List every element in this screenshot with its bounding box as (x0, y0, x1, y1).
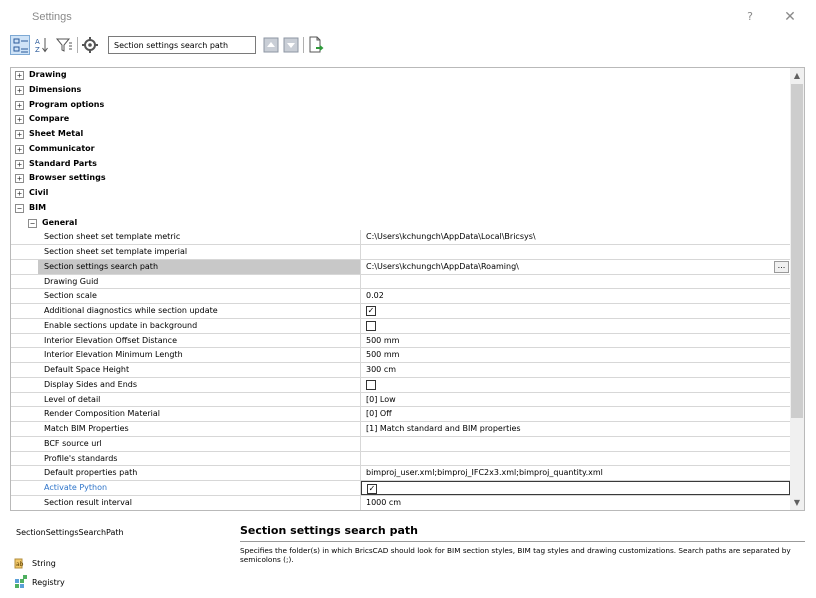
storage-label: Registry (32, 577, 65, 587)
property-name[interactable]: Section settings search path (38, 260, 361, 274)
property-value[interactable] (361, 481, 790, 495)
property-row[interactable] (11, 437, 790, 452)
details-divider (240, 541, 805, 542)
property-value[interactable] (361, 245, 790, 259)
property-row[interactable] (11, 481, 790, 496)
property-row[interactable] (11, 334, 790, 349)
tree-category-label: Program options (29, 99, 105, 109)
property-value[interactable]: [0] Low (366, 394, 396, 404)
tree-category-label: Standard Parts (29, 158, 97, 168)
property-row[interactable] (11, 289, 790, 304)
property-row[interactable] (11, 393, 790, 408)
property-row[interactable] (11, 275, 790, 290)
close-button[interactable]: ✕ (784, 9, 796, 25)
property-row[interactable] (11, 466, 790, 481)
scroll-up-arrow[interactable]: ▲ (793, 71, 801, 80)
export-button[interactable] (306, 35, 326, 55)
property-name[interactable]: Drawing Guid (38, 275, 361, 289)
expand-toggle-icon[interactable]: + (15, 189, 24, 198)
expand-toggle-icon[interactable]: + (15, 101, 24, 110)
property-value[interactable]: [0] Off (366, 409, 392, 419)
property-row[interactable] (11, 422, 790, 437)
collapse-toggle-icon[interactable]: − (28, 219, 37, 228)
property-row[interactable] (11, 348, 790, 363)
property-name[interactable]: Match BIM Properties (38, 422, 361, 436)
property-row[interactable] (11, 245, 790, 260)
property-value[interactable]: 500 mm (366, 335, 400, 345)
property-checkbox[interactable]: ✓ (368, 484, 376, 493)
details-heading: Section settings search path (240, 524, 418, 537)
property-name[interactable]: Display Sides and Ends (38, 378, 361, 392)
title-bar (0, 0, 816, 34)
property-name[interactable]: BCF source url (38, 437, 361, 451)
property-row[interactable] (11, 319, 790, 334)
settings-tree (10, 67, 805, 511)
tree-category-row[interactable] (11, 142, 790, 157)
property-name[interactable]: Default Space Height (38, 363, 361, 377)
scroll-down-arrow[interactable]: ▼ (793, 498, 801, 507)
alphabetical-sort-button[interactable] (32, 35, 52, 55)
property-row[interactable] (11, 230, 790, 245)
property-value[interactable] (361, 452, 790, 466)
expand-toggle-icon[interactable]: + (15, 160, 24, 169)
svg-text:A: A (35, 38, 40, 46)
property-name[interactable]: Section result interval (38, 496, 361, 510)
property-checkbox[interactable] (366, 321, 376, 331)
property-name[interactable]: Section sheet set template metric (38, 230, 361, 244)
tree-category-row[interactable] (11, 68, 790, 83)
tree-category-label: Dimensions (29, 84, 82, 94)
categorized-view-button[interactable] (10, 35, 30, 55)
arrow-down-icon (281, 35, 301, 55)
property-name[interactable]: Render Composition Material (38, 407, 361, 421)
details-panel (0, 516, 816, 598)
property-row[interactable] (11, 363, 790, 378)
tree-category-row[interactable] (11, 201, 790, 216)
property-name[interactable]: Activate Python (38, 481, 361, 495)
property-name[interactable]: Interior Elevation Offset Distance (38, 334, 361, 348)
svg-text:Z: Z (35, 46, 40, 54)
expand-toggle-icon[interactable]: + (15, 115, 24, 124)
registry-icon (14, 575, 28, 589)
tree-category-row[interactable] (11, 171, 790, 186)
tree-category-label: Communicator (29, 143, 95, 153)
tree-category-label: Civil (29, 188, 49, 197)
property-value[interactable] (361, 275, 790, 289)
tree-category-label: Sheet Metal (29, 129, 84, 138)
property-name[interactable]: Default properties path (38, 466, 361, 480)
property-name[interactable]: Level of detail (38, 393, 361, 407)
expand-toggle-icon[interactable]: + (15, 145, 24, 154)
property-row[interactable] (11, 452, 790, 467)
tree-category-row[interactable] (11, 98, 790, 113)
property-value[interactable] (361, 437, 790, 451)
property-row[interactable] (11, 496, 790, 511)
tree-category-label: BIM (29, 202, 47, 212)
tree-category-label: Compare (29, 114, 70, 124)
svg-text:ab: ab (16, 561, 24, 568)
filter-icon (54, 35, 74, 55)
toolbar-separator (303, 37, 304, 53)
type-label: String (32, 558, 56, 568)
tree-category-label: Browser settings (29, 173, 106, 183)
toolbar (10, 34, 810, 56)
tree-category-row[interactable] (11, 157, 790, 172)
property-row[interactable] (11, 304, 790, 319)
storage-info (14, 575, 65, 589)
property-value[interactable]: C:\Users\kchungch\AppData\Local\Bricsys\ (366, 232, 536, 242)
details-description: Specifies the folder(s) in which BricsCAD should look for BIM section styles, BIM tag styles and drawing customizations. Search paths are separated by semicolons (;). (240, 546, 791, 564)
property-name[interactable]: Profile's standards (38, 452, 361, 466)
filter-button[interactable] (54, 35, 74, 55)
property-value[interactable]: 500 mm (366, 350, 400, 360)
property-value[interactable] (361, 319, 790, 333)
help-button[interactable]: ? (747, 10, 753, 23)
expand-toggle-icon[interactable]: + (15, 174, 24, 183)
tree-category-row[interactable] (11, 112, 790, 127)
toolbar-separator (77, 37, 78, 53)
property-value[interactable] (361, 304, 790, 318)
property-value[interactable]: [1] Match standard and BIM properties (366, 424, 521, 433)
previous-result-button[interactable] (261, 35, 281, 55)
property-row[interactable] (11, 260, 790, 275)
property-name[interactable]: Interior Elevation Minimum Length (38, 348, 361, 362)
expand-toggle-icon[interactable]: + (15, 71, 24, 80)
expand-toggle-icon[interactable]: − (15, 204, 24, 213)
scrollbar-thumb[interactable] (791, 84, 803, 418)
tree-category-label: Drawing (29, 70, 67, 79)
property-row[interactable] (11, 378, 790, 393)
tree-subcategory-row[interactable] (11, 216, 790, 231)
property-name[interactable]: Section scale (38, 289, 361, 303)
settings-button[interactable] (80, 35, 100, 55)
tree-subcategory-label: General (42, 217, 78, 227)
property-value[interactable] (361, 378, 790, 392)
property-value[interactable]: C:\Users\kchungch\AppData\Roaming\ (366, 261, 519, 271)
property-row[interactable] (11, 407, 790, 422)
property-name[interactable]: Section sheet set template imperial (38, 245, 361, 259)
property-value[interactable]: 0.02 (366, 291, 384, 301)
property-value[interactable]: 1000 cm (366, 497, 402, 507)
property-checkbox[interactable]: ✓ (367, 306, 375, 315)
categorized-icon (11, 36, 31, 56)
expand-toggle-icon[interactable]: + (15, 86, 24, 95)
string-type-icon (14, 556, 28, 570)
browse-button[interactable]: ... (774, 261, 789, 273)
tree-category-row[interactable] (11, 127, 790, 142)
vertical-scrollbar[interactable] (790, 68, 804, 510)
tree-category-row[interactable] (11, 186, 790, 201)
next-result-button[interactable] (281, 35, 301, 55)
gear-icon (80, 35, 100, 55)
property-value[interactable]: bimproj_user.xml;bimproj_IFC2x3.xml;bimproj_quantity.xml (366, 468, 603, 478)
variable-name: SectionSettingsSearchPath (16, 528, 124, 537)
search-input[interactable] (108, 36, 256, 54)
property-name[interactable]: Enable sections update in background (38, 319, 361, 333)
property-checkbox[interactable] (366, 380, 376, 390)
tree-category-row[interactable] (11, 83, 790, 98)
export-icon (306, 35, 326, 55)
expand-toggle-icon[interactable]: + (15, 130, 24, 139)
property-value[interactable]: 300 cm (366, 365, 397, 374)
sort-az-icon (32, 35, 52, 55)
arrow-up-icon (261, 35, 281, 55)
property-name[interactable]: Additional diagnostics while section update (38, 304, 361, 318)
window-title: Settings (32, 11, 72, 23)
type-info (14, 556, 56, 570)
